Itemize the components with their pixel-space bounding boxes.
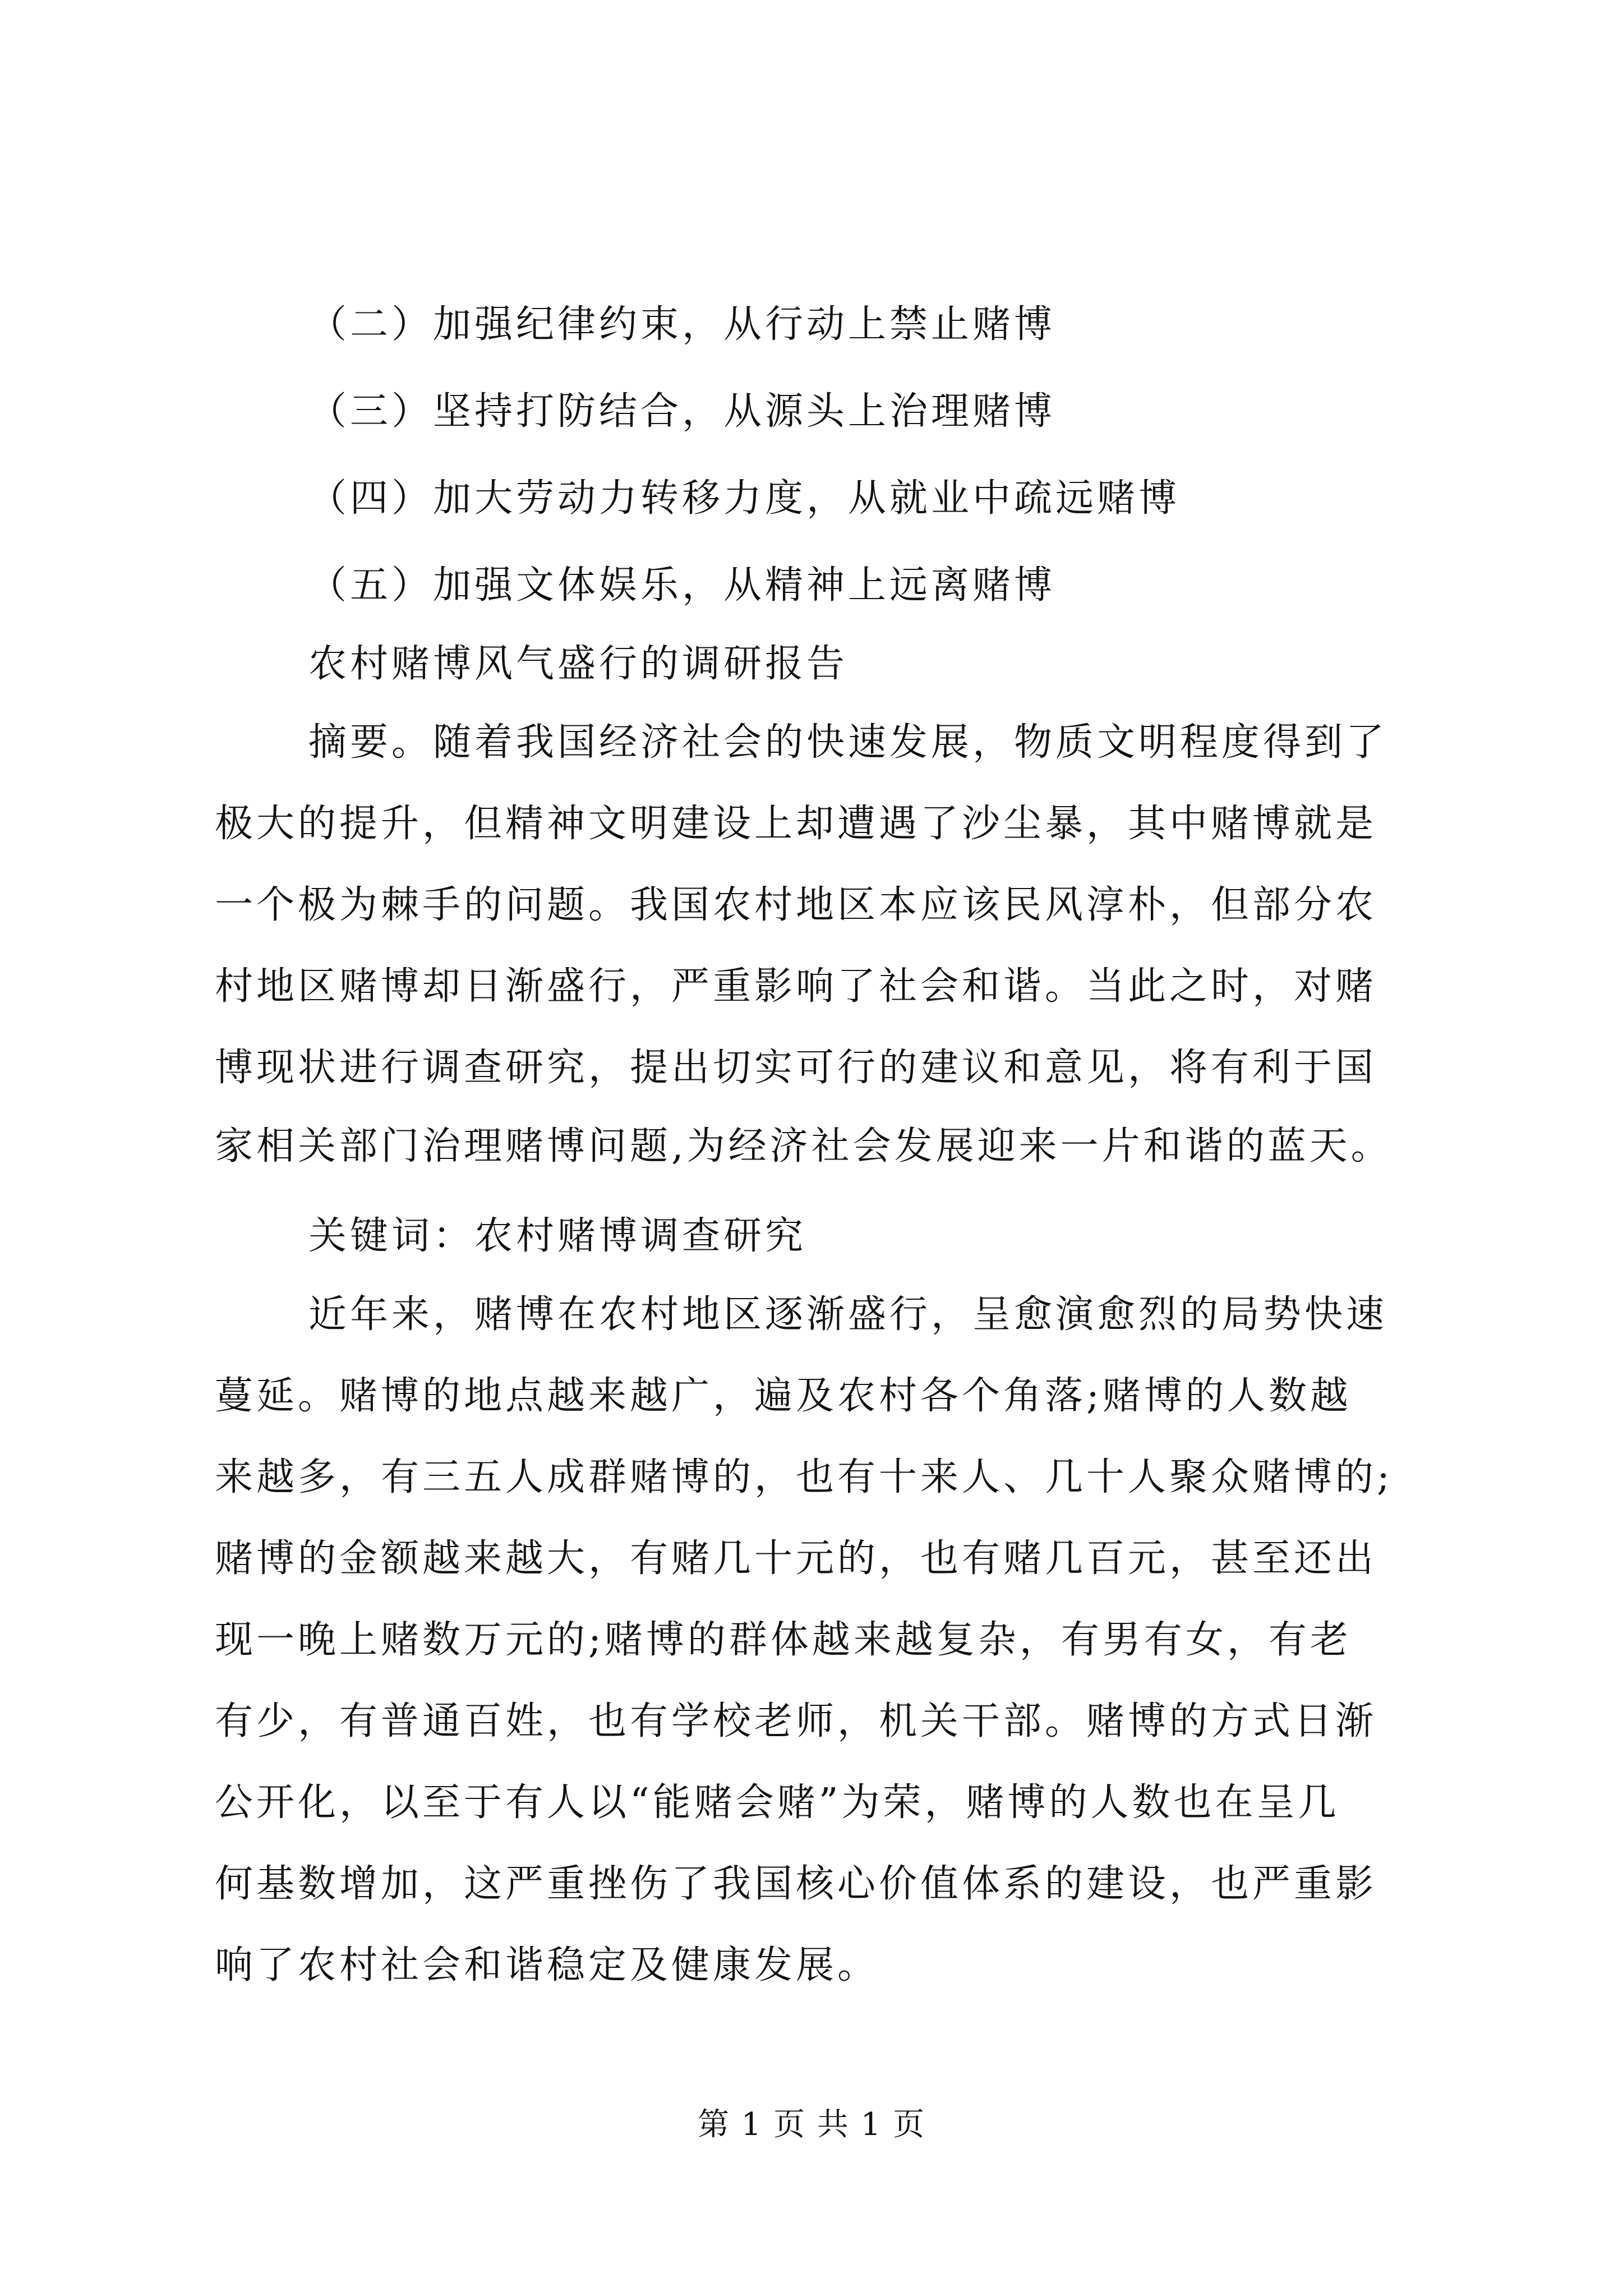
body-line: 蔓延。赌博的地点越来越广，遍及农村各个角落;赌博的人数越 [215,1374,1352,1418]
abstract-line: 一个极为棘手的问题。我国农村地区本应该民风淳朴，但部分农 [215,883,1377,927]
body-line: 近年来，赌博在农村地区逐渐盛行，呈愈演愈烈的局势快速 [308,1292,1388,1337]
page-footer: 第 1 页 共 1 页 [697,2106,926,2143]
section-heading: （五）加强文体娱乐，从精神上远离赌博 [308,563,1056,608]
body-line: 现一晚上赌数万元的;赌博的群体越来越复杂，有男有女，有老 [215,1618,1352,1662]
report-title: 农村赌博风气盛行的调研报告 [308,642,849,686]
body-line: 来越多，有三五人成群赌博的，也有十来人、几十人聚众赌博的; [215,1455,1393,1499]
abstract-line: 村地区赌博却日渐盛行，严重影响了社会和谐。当此之时，对赌 [215,964,1377,1009]
body-line: 公开化，以至于有人以“能赌会赌”为荣，赌博的人数也在呈几 [215,1780,1340,1825]
abstract-line: 摘要。随着我国经济社会的快速发展，物质文明程度得到了 [308,720,1388,765]
section-heading: （四）加大劳动力转移力度，从就业中疏远赌博 [308,476,1181,521]
abstract-line: 家相关部门治理赌博问题,为经济社会发展迎来一片和谐的蓝天。 [215,1124,1393,1168]
body-line: 何基数增加，这严重挫伤了我国核心价值体系的建设，也严重影 [215,1862,1377,1906]
abstract-line: 极大的提升，但精神文明建设上却遭遇了沙尘暴，其中赌博就是 [215,802,1377,846]
section-heading: （二）加强纪律约束，从行动上禁止赌博 [308,302,1056,347]
keywords-line: 关键词：农村赌博调查研究 [308,1214,807,1258]
body-line: 赌博的金额越来越大，有赌几十元的，也有赌几百元，甚至还出 [215,1536,1377,1581]
body-line: 响了农村社会和谐稳定及健康发展。 [215,1943,879,1987]
section-heading: （三）坚持打防结合，从源头上治理赌博 [308,389,1056,434]
body-line: 有少，有普通百姓，也有学校老师，机关干部。赌博的方式日渐 [215,1699,1377,1743]
abstract-line: 博现状进行调查研究，提出切实可行的建议和意见，将有利于国 [215,1046,1377,1090]
